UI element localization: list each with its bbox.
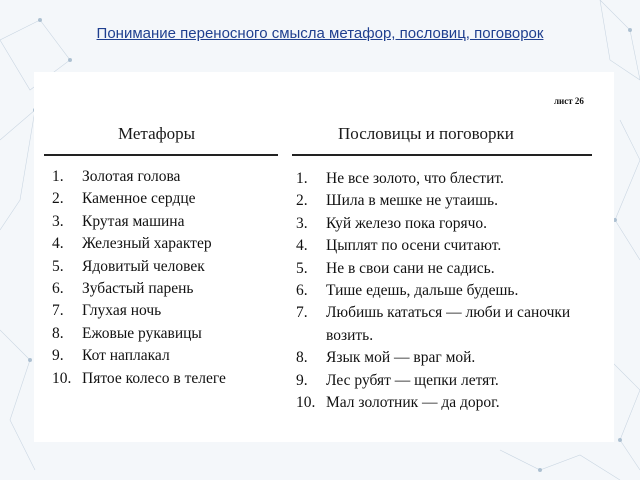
list-item xyxy=(296,190,606,212)
item-number: 10. xyxy=(52,369,72,387)
item-number: 4. xyxy=(296,237,308,255)
item-text: Язык мой — враг мой. xyxy=(326,349,476,367)
item-text: Крутая машина xyxy=(82,212,185,230)
item-number: 3. xyxy=(296,214,308,232)
item-text: Пятое колесо в телеге xyxy=(82,369,226,387)
item-text: Не все золото, что блестит. xyxy=(326,170,504,187)
list-item xyxy=(52,278,282,300)
list-item xyxy=(296,258,606,280)
list-item xyxy=(52,300,282,322)
item-text: Не в свои сани не садись. xyxy=(326,259,495,277)
list-item xyxy=(296,347,606,369)
list-item xyxy=(52,368,282,390)
item-text: Любишь кататься — люби и саночки возить. xyxy=(326,304,571,344)
worksheet-image xyxy=(34,72,614,442)
metaphors-list xyxy=(52,166,282,390)
item-number: 8. xyxy=(52,324,64,342)
proverbs-divider xyxy=(292,154,592,156)
item-number: 9. xyxy=(52,347,64,365)
item-number: 1. xyxy=(52,168,64,185)
item-text: Цыплят по осени считают. xyxy=(326,237,502,255)
proverbs-list xyxy=(296,168,606,414)
list-item xyxy=(52,166,282,188)
item-text: Мал золотник — да дорог. xyxy=(326,394,500,412)
list-item xyxy=(52,188,282,210)
item-text: Ядовитый человек xyxy=(82,257,205,275)
item-number: 2. xyxy=(296,192,308,210)
item-text: Лес рубят — щепки летят. xyxy=(326,371,499,389)
item-number: 5. xyxy=(52,257,64,275)
item-text: Куй железо пока горячо. xyxy=(326,214,488,232)
item-text: Кот наплакал xyxy=(82,347,170,365)
proverbs-heading: Пословицы и поговорки xyxy=(338,124,514,143)
sheet-number-label: лист 26 xyxy=(554,96,584,106)
list-item xyxy=(52,345,282,367)
list-item xyxy=(52,233,282,255)
list-item xyxy=(52,323,282,345)
item-number: 4. xyxy=(52,235,64,253)
list-item xyxy=(296,302,606,347)
item-text: Железный характер xyxy=(82,235,212,253)
item-text: Золотая голова xyxy=(82,168,181,185)
item-number: 6. xyxy=(52,280,64,298)
list-item xyxy=(296,168,606,190)
item-number: 7. xyxy=(296,304,308,322)
item-text: Зубастый парень xyxy=(82,280,194,298)
item-text: Тише едешь, дальше будешь. xyxy=(326,282,519,300)
list-item xyxy=(52,256,282,278)
item-number: 9. xyxy=(296,371,308,389)
item-number: 3. xyxy=(52,212,64,230)
item-text: Глухая ночь xyxy=(82,302,162,320)
list-item xyxy=(296,370,606,392)
list-item xyxy=(296,280,606,302)
page-title: Понимание переносного смысла метафор, пословиц, поговорок xyxy=(96,25,544,42)
list-item xyxy=(296,235,606,257)
list-item xyxy=(296,213,606,235)
item-text: Каменное сердце xyxy=(82,190,196,208)
item-number: 5. xyxy=(296,259,308,277)
list-item xyxy=(52,211,282,233)
list-item xyxy=(296,392,606,414)
item-number: 8. xyxy=(296,349,308,367)
item-text: Ежовые рукавицы xyxy=(82,324,202,342)
metaphors-divider xyxy=(44,154,278,156)
item-text: Шила в мешке не утаишь. xyxy=(326,192,498,210)
item-number: 1. xyxy=(296,170,308,187)
item-number: 10. xyxy=(296,394,316,412)
item-number: 6. xyxy=(296,282,308,300)
metaphors-heading: Метафоры xyxy=(118,124,196,143)
item-number: 2. xyxy=(52,190,64,208)
item-number: 7. xyxy=(52,302,64,320)
